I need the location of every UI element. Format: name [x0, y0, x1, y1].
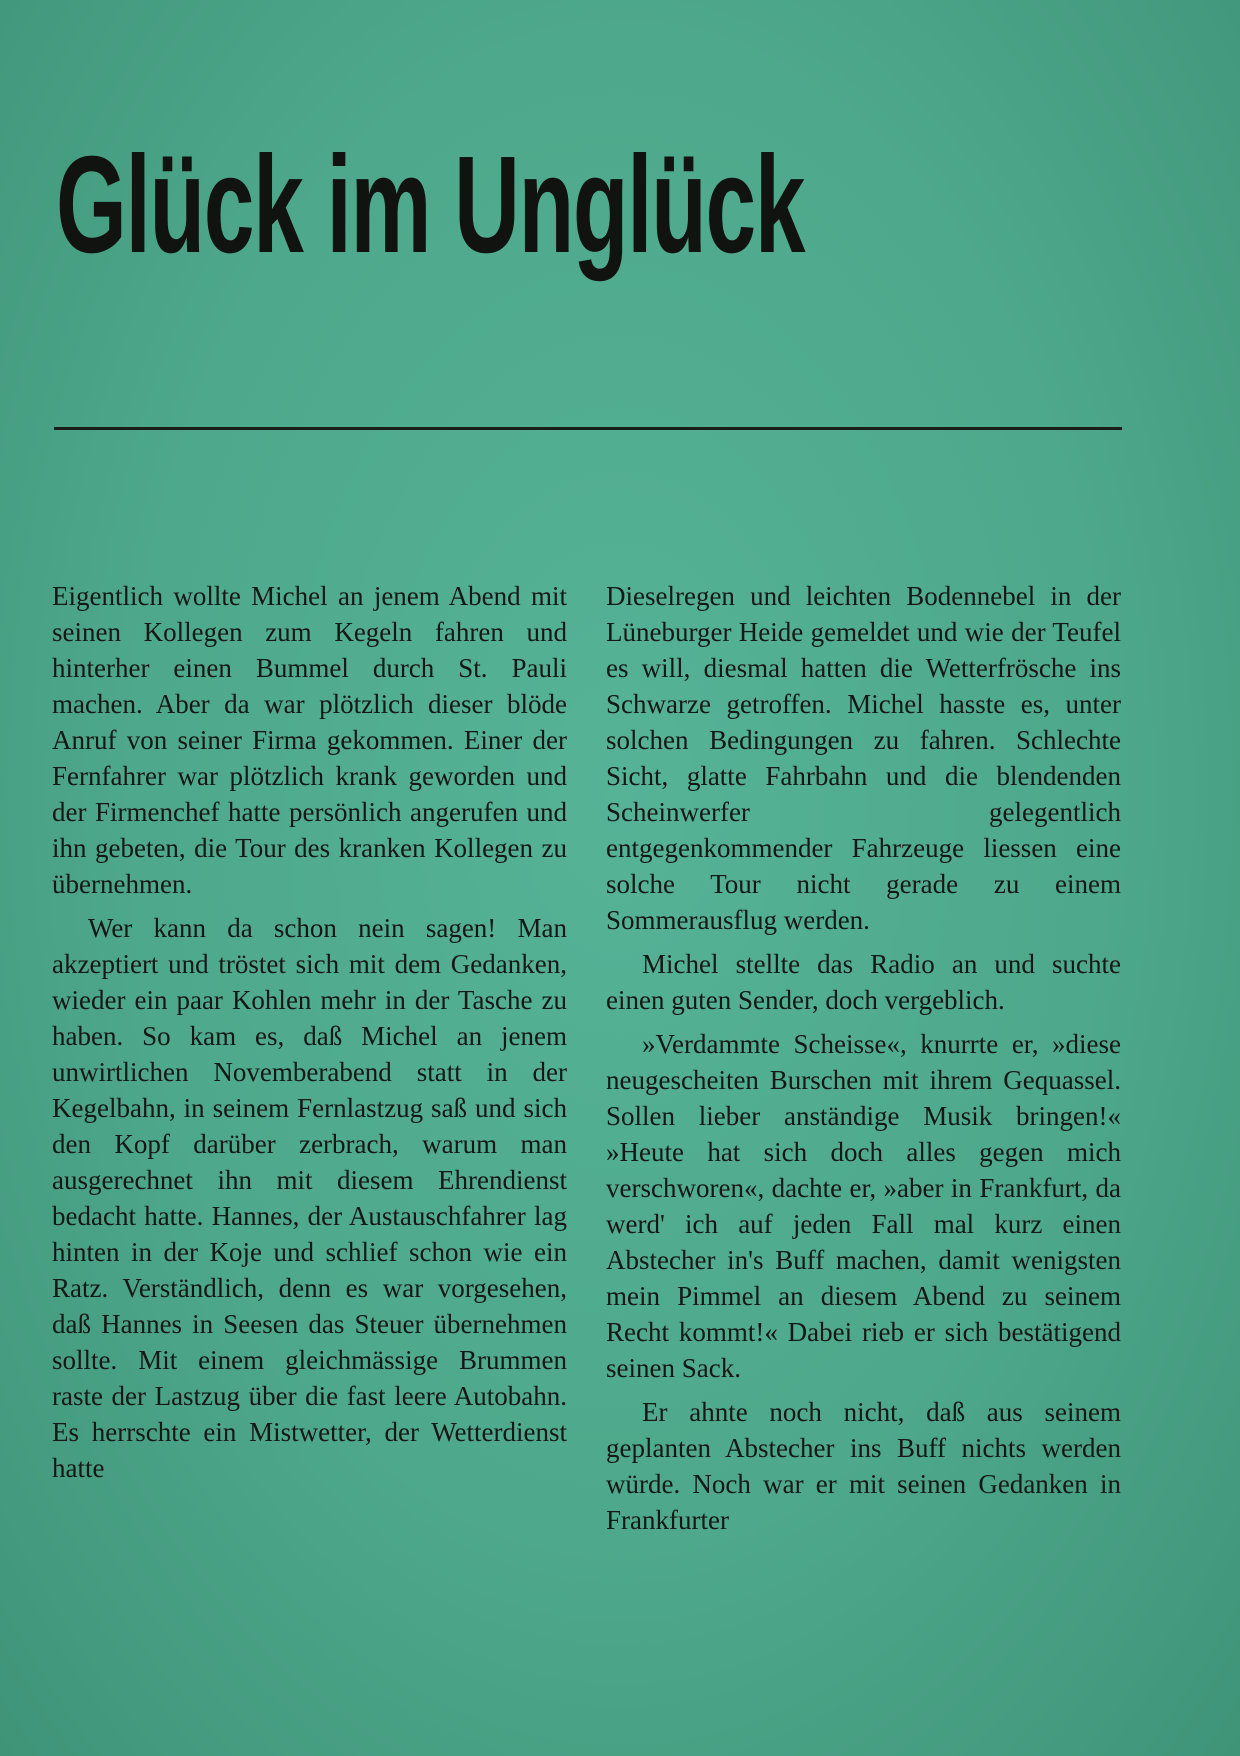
paragraph: Michel stellte das Radio an und suchte einen guten Sender, doch vergeblich. — [606, 949, 1121, 1015]
paragraph: Er ahnte noch nicht, daß aus seinem geplanten Abstecher ins Buff nichts werden würde. Noch war er mit seinen Gedanken in Frankfurter — [606, 1397, 1121, 1535]
paragraph: »Verdammte Scheisse«, knurrte er, »diese neugescheiten Burschen mit ihrem Gequassel. Sollen lieber anständige Musik bringen!« »Heute hat sich doch alles gegen mich verschworen«, dachte er, »aber in Frankfurt, da werd' ich auf jeden Fall mal kurz einen Abstecher in's Buff machen, damit wenigsten mein Pimmel an diesem Abend zu seinem Recht kommt!« Dabei rieb er sich bestätigend seinen Sack. — [606, 1029, 1121, 1383]
paragraph: Eigentlich wollte Michel an jenem Abend mit seinen Kollegen zum Kegeln fahren und hinterher einen Bummel durch St. Pauli machen. Aber da war plötzlich dieser blöde Anruf von seiner Firma gekommen. Einer der Fernfahrer war plötzlich krank geworden und der Firmenchef hatte persönlich angerufen und ihn gebeten, die Tour des kranken Kollegen zu übernehmen. — [52, 581, 567, 899]
paragraph: Dieselregen und leichten Bodennebel in der Lüneburger Heide gemeldet und wie der Teufel es will, diesmal hatten die Wetterfrösche ins Schwarze getroffen. Michel hasste es, unter solchen Bedingungen zu fahren. Schlechte Sicht, glatte Fahrbahn und die blendenden Scheinwerfer gelegentlich entgegenkommender Fahrzeuge liessen eine solche Tour nicht gerade zu einem Sommerausflug werden. — [606, 581, 1121, 935]
title-divider — [54, 427, 1122, 430]
right-column — [606, 578, 1121, 1538]
article-title: Glück im Unglück — [56, 128, 805, 282]
paragraph: Wer kann da schon nein sagen! Man akzeptiert und tröstet sich mit dem Gedanken, wieder ein paar Kohlen mehr in der Tasche zu haben. So kam es, daß Michel an jenem unwirtlichen Novemberabend statt in der Kegelbahn, in seinem Fernlastzug saß und sich den Kopf darüber zerbrach, warum man ausgerechnet ihn mit diesem Ehrendienst bedacht hatte. Hannes, der Austauschfahrer lag hinten in der Koje und schlief schon wie ein Ratz. Verständlich, denn es war vorgesehen, daß Hannes in Seesen das Steuer übernehmen sollte. Mit einem gleichmässige Brummen raste der Lastzug über die fast leere Autobahn. Es herrschte ein Mistwetter, der Wetterdienst hatte — [52, 913, 567, 1483]
left-column — [52, 578, 567, 1486]
